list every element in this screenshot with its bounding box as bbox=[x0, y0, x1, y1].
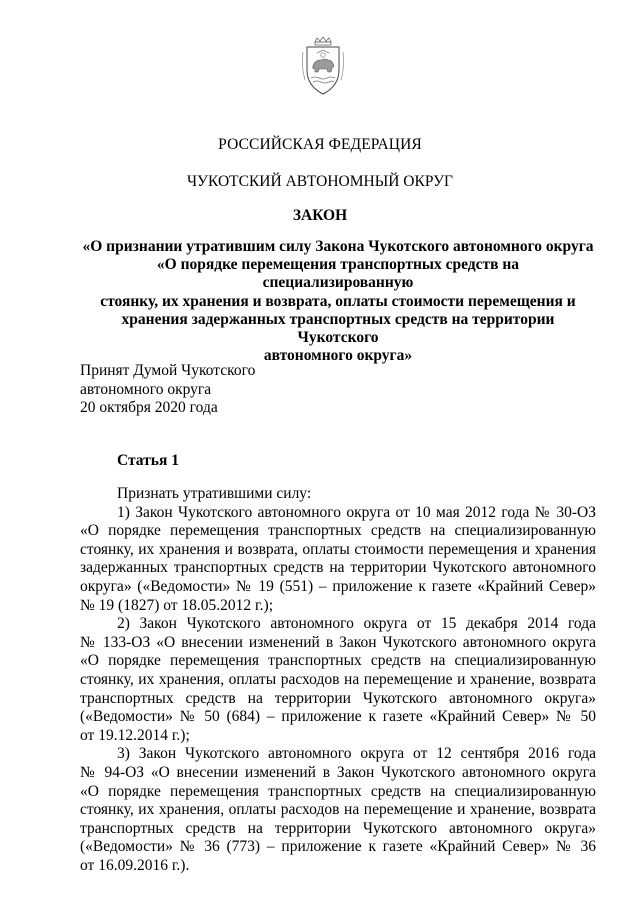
law-title-line: хранения задержанных транспортных средств на территории Чукотского bbox=[121, 310, 555, 347]
article-item-line: транспортных средств на территории Чукотского автономного округа» bbox=[80, 689, 596, 707]
law-title bbox=[80, 238, 596, 365]
article-item-line: стоянку, их хранения, оплаты расходов на перемещение и хранение, возврата bbox=[80, 801, 596, 819]
article-item-line: («Ведомости» № 36 (773) – приложение к газете «Крайний Север» № 36 bbox=[80, 838, 596, 856]
region-heading: ЧУКОТСКИЙ АВТОНОМНЫЙ ОКРУГ bbox=[186, 173, 454, 190]
article-item-line: № 94-ОЗ «О внесении изменений в Закон Чукотского автономного округа bbox=[80, 763, 596, 781]
article-item-line: № 133-ОЗ «О внесении изменений в Закон Чукотского автономного округа bbox=[80, 633, 596, 651]
article-item-line: № 19 (1827) от 18.05.2012 г.); bbox=[80, 596, 274, 614]
article-body bbox=[80, 485, 596, 875]
law-title-line: автономного округа» bbox=[263, 347, 413, 365]
article-item-line: («Ведомости» № 50 (684) – приложение к газете «Крайний Север» № 50 bbox=[80, 708, 596, 726]
coat-of-arms-chukotka-icon bbox=[297, 36, 349, 98]
article-item-line: от 19.12.2014 г.); bbox=[80, 726, 190, 744]
article-item-line: 1) Закон Чукотского автономного округа от 10 мая 2012 года № 30-ОЗ bbox=[117, 503, 596, 521]
article-item-line: «О порядке перемещения транспортных средств на специализированную bbox=[80, 782, 596, 800]
article-item-line: стоянку, их хранения и возврата, оплаты стоимости перемещения и хранения bbox=[80, 540, 596, 558]
document-type-heading: ЗАКОН bbox=[292, 207, 348, 224]
law-title-line: стоянку, их хранения и возврата, оплаты стоимости перемещения и bbox=[100, 292, 576, 310]
article-item-line: от 16.09.2016 г.). bbox=[80, 856, 190, 874]
article-item-line: «О порядке перемещения транспортных средств на специализированную bbox=[80, 522, 596, 540]
article-title: Статья 1 bbox=[117, 452, 179, 469]
article-item-line: задержанных транспортных средств на территории Чукотского автономного bbox=[80, 559, 596, 577]
country-heading: РОССИЙСКАЯ ФЕДЕРАЦИЯ bbox=[218, 136, 422, 153]
article-item-line: 3) Закон Чукотского автономного округа от 12 сентября 2016 года bbox=[117, 745, 596, 763]
adoption-info-line: автономного округа bbox=[80, 380, 212, 398]
adoption-info-line: Принят Думой Чукотского bbox=[80, 362, 256, 379]
adoption-info bbox=[80, 362, 255, 418]
article-item-line: 2) Закон Чукотского автономного округа от 15 декабря 2014 года bbox=[117, 615, 596, 633]
article-item-line: округа» («Ведомости» № 19 (551) – приложение к газете «Крайний Север» bbox=[80, 577, 596, 595]
article-intro: Признать утратившими силу: bbox=[117, 485, 312, 502]
law-title-line: «О порядке перемещения транспортных средств на специализированную bbox=[156, 256, 520, 292]
article-item-line: транспортных средств на территории Чукотского автономного округа» bbox=[80, 819, 596, 837]
law-title-line: «О признании утратившим силу Закона Чукотского автономного округа bbox=[82, 238, 594, 255]
article-item-line: «О порядке перемещения транспортных средств на специализированную bbox=[80, 652, 596, 670]
adoption-date: 20 октября 2020 года bbox=[80, 399, 218, 417]
article-item-line: стоянку, их хранения, оплаты расходов на перемещение и хранение, возврата bbox=[80, 670, 596, 688]
